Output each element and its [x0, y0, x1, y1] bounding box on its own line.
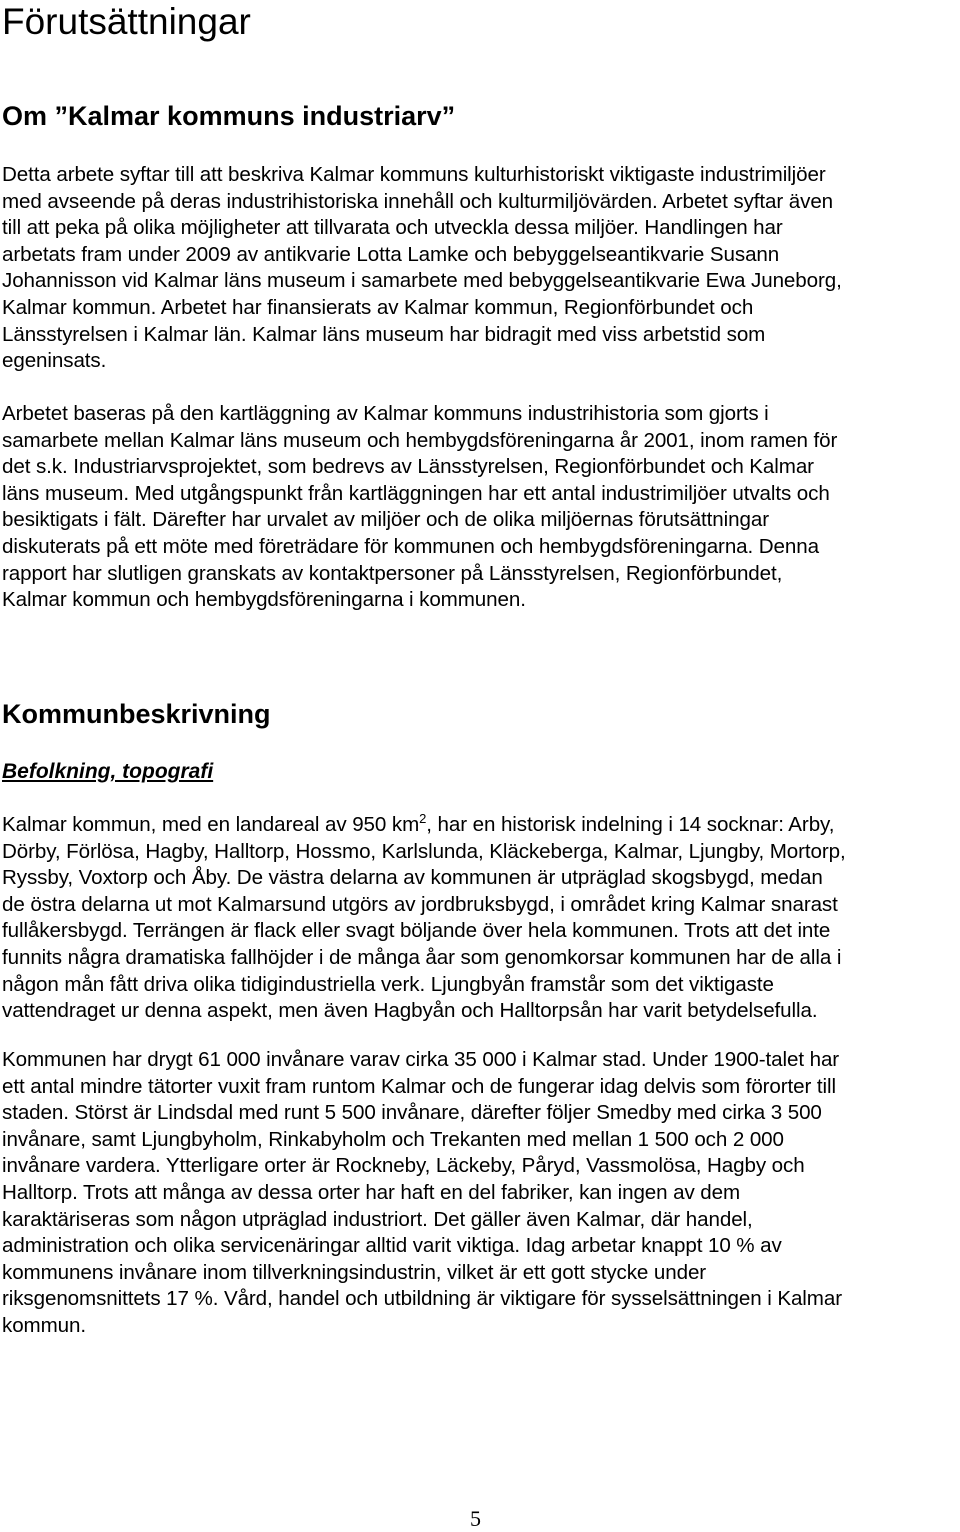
text-line: Johannisson vid Kalmar läns museum i samarbete med bebyggelseantikvarie Ewa Juneborg, [2, 269, 842, 293]
text-line: invånare vardera. Ytterligare orter är Rockneby, Läckeby, Påryd, Vassmolösa, Hagby och [2, 1154, 805, 1178]
text-line: karaktäriseras som någon utpräglad industriort. Det gäller även Kalmar, där handel, [2, 1207, 753, 1231]
text-line: Ryssby, Voxtorp och Åby. De västra delarna av kommunen är utpräglad skogsbygd, medan [2, 866, 823, 890]
text-line: Dörby, Förlösa, Hagby, Halltorp, Hossmo, Karlslunda, Kläckeberga, Kalmar, Ljungby, Mortorp, [2, 839, 846, 863]
text-line: läns museum. Med utgångspunkt från kartläggningen har ett antal industrimiljöer utvalts och [2, 481, 830, 505]
paragraph-method [2, 401, 958, 614]
paragraph-intro [2, 162, 958, 375]
section-heading-industriarv: Om ”Kalmar kommuns industriarv” [2, 101, 456, 131]
text-line: Detta arbete syftar till att beskriva Kalmar kommuns kulturhistoriskt viktigaste industrimiljöer [2, 163, 826, 186]
text-line: Kommunen har drygt 61 000 invånare varav cirka 35 000 i Kalmar stad. Under 1900-talet har [2, 1048, 840, 1071]
text-line: Halltorp. Trots att många av dessa orter har haft en del fabriker, kan ingen av dem [2, 1180, 741, 1204]
page-number: 5 [470, 1506, 481, 1531]
text-line: någon mån fått driva olika tidigindustriella verk. Ljungbyån framstår som det viktigaste [2, 972, 774, 996]
subheading-befolkning: Befolkning, topografi [2, 760, 214, 783]
text-line [2, 812, 958, 839]
text-line: med avseende på deras industrihistoriska innehåll och kulturmiljövärden. Arbetet syftar även [2, 189, 834, 213]
text-line: funnits några dramatiska fallhöjder i de många åar som genomkorsar kommunen har de alla i [2, 945, 842, 969]
text-line: staden. Störst är Lindsdal med runt 5 500 invånare, därefter följer Smedby med cirka 3 500 [2, 1101, 822, 1125]
text-line: de östra delarna ut mot Kalmarsund utgörs av jordbruksbygd, i området kring Kalmar snarast [2, 892, 838, 916]
section-heading-kommunbeskrivning: Kommunbeskrivning [2, 699, 271, 729]
text-line: ett antal mindre tätorter vuxit fram runtom Kalmar och de fungerar idag delvis som förorter till [2, 1074, 836, 1098]
text-line: riksgenomsnittets 17 %. Vård, handel och utbildning är viktigare för sysselsättningen i Kalmar [2, 1287, 842, 1311]
text-line: besiktigats i fält. Därefter har urvalet av miljöer och de olika miljöernas förutsättningar [2, 508, 769, 532]
text-line: fullåkersbygd. Terrängen är flack eller svagt böljande över hela kommunen. Trots att det inte [2, 919, 831, 943]
text-line: Arbetet baseras på den kartläggning av Kalmar kommuns industrihistoria som gjorts i [2, 402, 769, 425]
superscript: 2 [419, 811, 427, 826]
text-line: samarbete mellan Kalmar läns museum och hembygdsföreningarna år 2001, inom ramen för [2, 428, 838, 452]
text-line: invånare, samt Ljungbyholm, Rinkabyholm och Trekanten med mellan 1 500 och 2 000 [2, 1127, 784, 1151]
page-title: Förutsättningar [2, 1, 251, 42]
text-segment: , har en historisk indelning i 14 socknar: Arby, [426, 813, 835, 836]
paragraph-population [2, 1047, 958, 1340]
text-line: kommun. [2, 1313, 86, 1337]
text-line: Kalmar kommun. Arbetet har finansierats av Kalmar kommun, Regionförbundet och [2, 295, 754, 319]
text-line: kommunens invånare inom tillverkningsindustrin, vilket är ett gott stycke under [2, 1260, 707, 1284]
text-line: rapport har slutligen granskats av kontaktpersoner på Länsstyrelsen, Regionförbundet, [2, 561, 783, 585]
text-line: till att peka på olika möjligheter att tillvarata och utveckla dessa miljöer. Handlingen har [2, 216, 783, 240]
text-line: Kalmar kommun och hembygdsföreningarna i kommunen. [2, 588, 526, 612]
text-line: vattendraget ur denna aspekt, men även Hagbyån och Halltorpsån har varit betydelsefulla. [2, 999, 818, 1023]
text-line: egeninsats. [2, 349, 107, 373]
text-line: det s.k. Industriarvsprojektet, som bedrevs av Länsstyrelsen, Regionförbundet och Kalmar [2, 455, 814, 479]
text-segment: Kalmar kommun, med en landareal av 950 km [2, 813, 420, 836]
text-line: diskuterats på ett möte med företrädare för kommunen och hembygdsföreningarna. Denna [2, 534, 819, 558]
text-line: Länsstyrelsen i Kalmar län. Kalmar läns museum har bidragit med viss arbetstid som [2, 322, 766, 346]
text-line: arbetats fram under 2009 av antikvarie Lotta Lamke och bebyggelseantikvarie Susann [2, 242, 780, 266]
text-line: administration och olika servicenäringar alltid varit viktiga. Idag arbetar knappt 10 % av [2, 1234, 782, 1258]
paragraph-topography [2, 812, 958, 1025]
